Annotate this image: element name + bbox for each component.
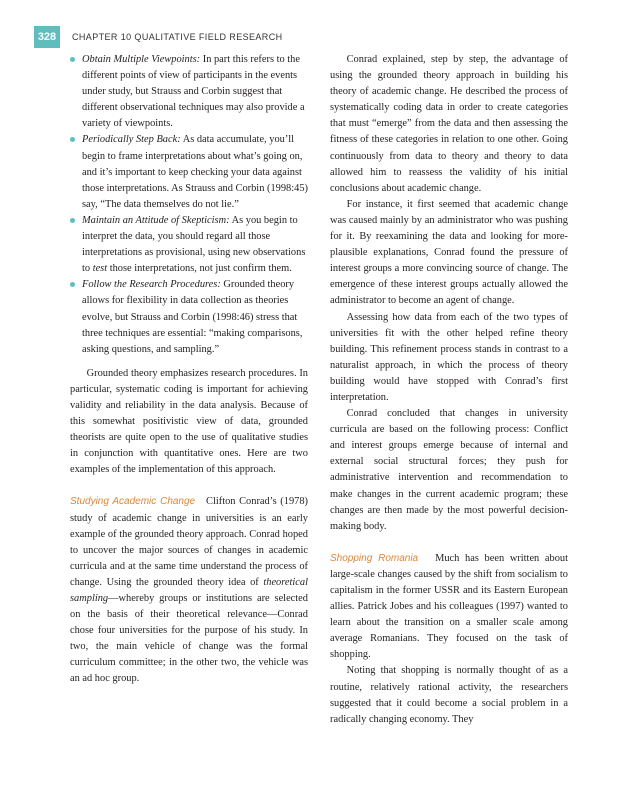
list-item-lead: Follow the Research Procedures: (82, 279, 221, 291)
right-column (330, 52, 568, 728)
list-item-lead: Maintain an Attitude of Skepticism: (82, 214, 230, 226)
body-paragraph (70, 494, 308, 687)
paragraph-text: Clifton Conrad’s (1978) study of academic change in universities is an early example of the grounded theory approach. Conrad hoped to uncover the major sources of changes in academic curricula and at the same time understand the process of change. Using the grounded theory idea of (70, 496, 308, 588)
chapter-title: CHAPTER 10 QUALITATIVE FIELD RESEARCH (72, 32, 283, 42)
body-paragraph: Grounded theory emphasizes research procedures. In particular, systematic coding is important for achieving validity and reliability in the data analysis. Because of this somewhat positivistic view of data, grounded theorists are quite open to the use of qualitative studies in conjunction with quantitative ones. Here are two examples of the implementation of this approach. (70, 367, 308, 476)
section-heading-shopping-romania: Shopping Romania (330, 552, 419, 564)
list-item-lead: Obtain Multiple Viewpoints: (82, 54, 201, 65)
list-item (70, 52, 308, 132)
emphasis-text: theoretical sampling (70, 576, 308, 604)
paragraph-text: Much has been written about large-scale changes caused by the shift from socialism to capitalism in the former USSR and its Eastern European allies. Patrick Jobes and his colleagues (1997) wanted to learn about the transition on a smaller scale among average Romanians. They focused on the task of shopping. (330, 552, 568, 661)
list-item-text-end: those interpretations, not just confirm them. (107, 263, 292, 275)
list-item-emphasis: test (92, 263, 108, 275)
list-item-text: In part this refers to the different points of view of participants in the events under study, but Strauss and Corbin suggest that different observational techniques may also provide a variety of viewpoints. (82, 54, 305, 130)
body-paragraph: Conrad explained, step by step, the advantage of using the grounded theory approach in building his theory of academic change. He described the process of systematically coding data in order to create categories that must “emerge” from the data and then assessing the fitness of these categories in relation to one other. Going continuously from data to theory and theory to data allowed him to reassess the validity of his initial conclusions about academic change. (330, 54, 568, 194)
body-paragraph: For instance, it first seemed that academic change was caused mainly by an administrator who was pushing for it. By reexamining the data and looking for more-plausible explanations, Conrad found the pressure of interest groups a more convincing source of change. The emergence of these interest groups actually allowed the administrator to become an agent of change. (330, 198, 568, 307)
body-paragraph (330, 551, 568, 664)
list-item (70, 277, 308, 357)
page-number: 328 (34, 26, 60, 48)
list-item-text: As data accumulate, you’ll begin to frame interpretations about what’s going on, and it’s important to keep checking your data against those interpretations. As Strauss and Corbin (1998:45) say, “The data themselves do not lie.” (82, 134, 308, 210)
list-item (70, 132, 308, 212)
bullet-dot-icon (70, 282, 75, 287)
section-heading-academic-change: Studying Academic Change (70, 496, 196, 508)
list-item-lead: Periodically Step Back: (82, 134, 181, 146)
list-item-text: Grounded theory allows for flexibility in data collection as theories evolve, but Strauss and Corbin (1998:46) stress that three techniques are essential: “making comparisons, asking questions, and sampling.” (82, 279, 303, 355)
list-item (70, 213, 308, 277)
spacer (330, 535, 568, 551)
page-header (0, 26, 636, 48)
bullet-dot-icon (70, 218, 75, 223)
body-paragraph: Assessing how data from each of the two types of universities fit with the other helped refine theory building. This refinement process stands in contrast to a naturalist approach, in which the process of theory building would have stopped with Conrad’s first interpretation. (330, 311, 568, 403)
spacer (70, 478, 308, 494)
left-column (70, 52, 308, 688)
bullet-dot-icon (70, 57, 75, 62)
paragraph-text-end: —whereby groups or institutions are selected on the basis of their theoretical relevance—Conrad chose four universities for the purpose of his study. In two, the main vehicle of change was the formal curriculum committee; in the other two, the vehicle was an ad hoc group. (70, 593, 308, 685)
body-paragraph: Conrad concluded that changes in university curricula are based on the following process: Conflict and interest groups emerge because of internal and external social structural forces; they push for administrative intervention and recommendation to make changes in the current academic program; these changes are then made by the most powerful decision-making body. (330, 408, 568, 532)
procedure-list (70, 52, 308, 358)
list-item-text: As you begin to interpret the data, you should regard all those interpretations as provisional, using new observations to (82, 214, 306, 275)
bullet-dot-icon (70, 137, 75, 142)
body-paragraph: Noting that shopping is normally thought of as a routine, relatively rational activity, the researchers suggested that it could become a social problem in a radically changing economy. They (330, 665, 568, 725)
